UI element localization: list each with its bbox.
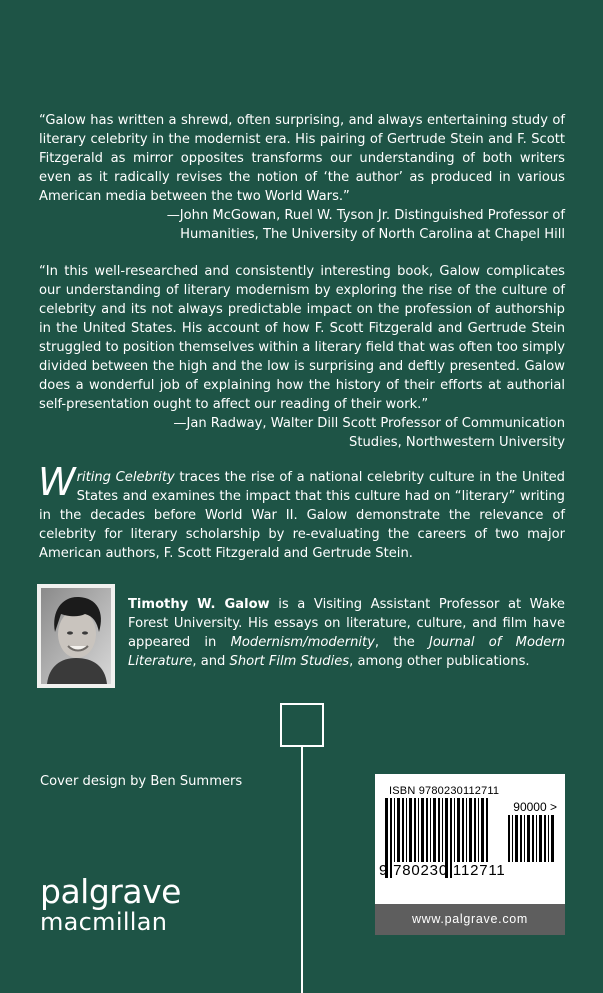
journal-title: Journal of Modern Literature [128, 635, 565, 669]
publisher-logo [40, 872, 181, 936]
author-portrait-image [41, 588, 111, 684]
attribution-line: —Jan Radway, Walter Dill Scott Professor of Communication [173, 416, 565, 431]
isbn-digits: 9 780230 112711 [379, 862, 506, 879]
bio-text: , and [192, 654, 230, 669]
journal-title: Short Film Studies [229, 654, 350, 669]
attribution-line: Studies, Northwestern University [349, 435, 565, 450]
dropcap-letter: W [38, 460, 76, 504]
logo-line-macmillan: macmillan [40, 908, 168, 936]
review-attribution-mcgowan [39, 206, 565, 244]
isbn-label: ISBN 9780230112711 [389, 785, 500, 797]
decorative-square [280, 703, 324, 747]
bio-text: , among other publications. [349, 654, 530, 669]
publisher-website: www.palgrave.com [375, 904, 565, 935]
decorative-line [301, 746, 303, 993]
review-quote-mcgowan: “Galow has written a shrewd, often surprising, and always entertaining study of literary celebrity in the modernist era. His pairing of Gertrude Stein and F. Scott Fitzgerald as mirror opposites transforms our understanding of both writers even as it radically revises the notion of ‘the author’ as produced in various American media between the two World Wars.” [39, 113, 565, 204]
journal-title: Modernism/modernity [230, 635, 375, 650]
review-attribution-radway [39, 414, 565, 452]
author-bio [128, 595, 565, 671]
price-code: 90000 > [513, 800, 557, 814]
bio-text: , the [374, 635, 430, 650]
addon-barcode-bars [508, 815, 556, 878]
attribution-line: Humanities, The University of North Carolina at Chapel Hill [180, 227, 565, 242]
description-text: traces the rise of a national celebrity culture in the United States and examines the impact that this culture had on “literary” writing in the decades before World War II. Galow demonstrate the relevance of celebrity for literary scholarship by re-evaluating the careers of two major American authors, F. Scott Fitzgerald and Gertrude Stein. [39, 470, 565, 561]
bio-text: is a Visiting Assistant Professor at Wake Forest University. His essays on literature, culture, and film have appeared in [128, 597, 565, 650]
author-name: Timothy W. Galow [128, 597, 270, 612]
isbn-barcode-block [375, 774, 565, 935]
attribution-line: —John McGowan, Ruel W. Tyson Jr. Distinguished Professor of [166, 208, 565, 223]
review-quote-radway: “In this well-researched and consistently interesting book, Galow complicates our understanding of literary modernism by exploring the rise of the culture of celebrity and its not always predictable impact on the profession of authorship in the United States. His account of how F. Scott Fitzgerald and Gertrude Stein struggled to position themselves within a literary field that was often too simply divided between the high and the low is surprising and deftly presented. Galow does a wonderful job of explaining how the history of their efforts at authorial self-presentation ought to affect our reading of their work.” [39, 264, 565, 412]
author-photo [37, 584, 115, 688]
book-title: riting Celebrity [76, 470, 175, 485]
book-description [38, 460, 565, 563]
logo-line-palgrave: palgrave [40, 872, 181, 911]
cover-design-credit: Cover design by Ben Summers [40, 774, 243, 789]
